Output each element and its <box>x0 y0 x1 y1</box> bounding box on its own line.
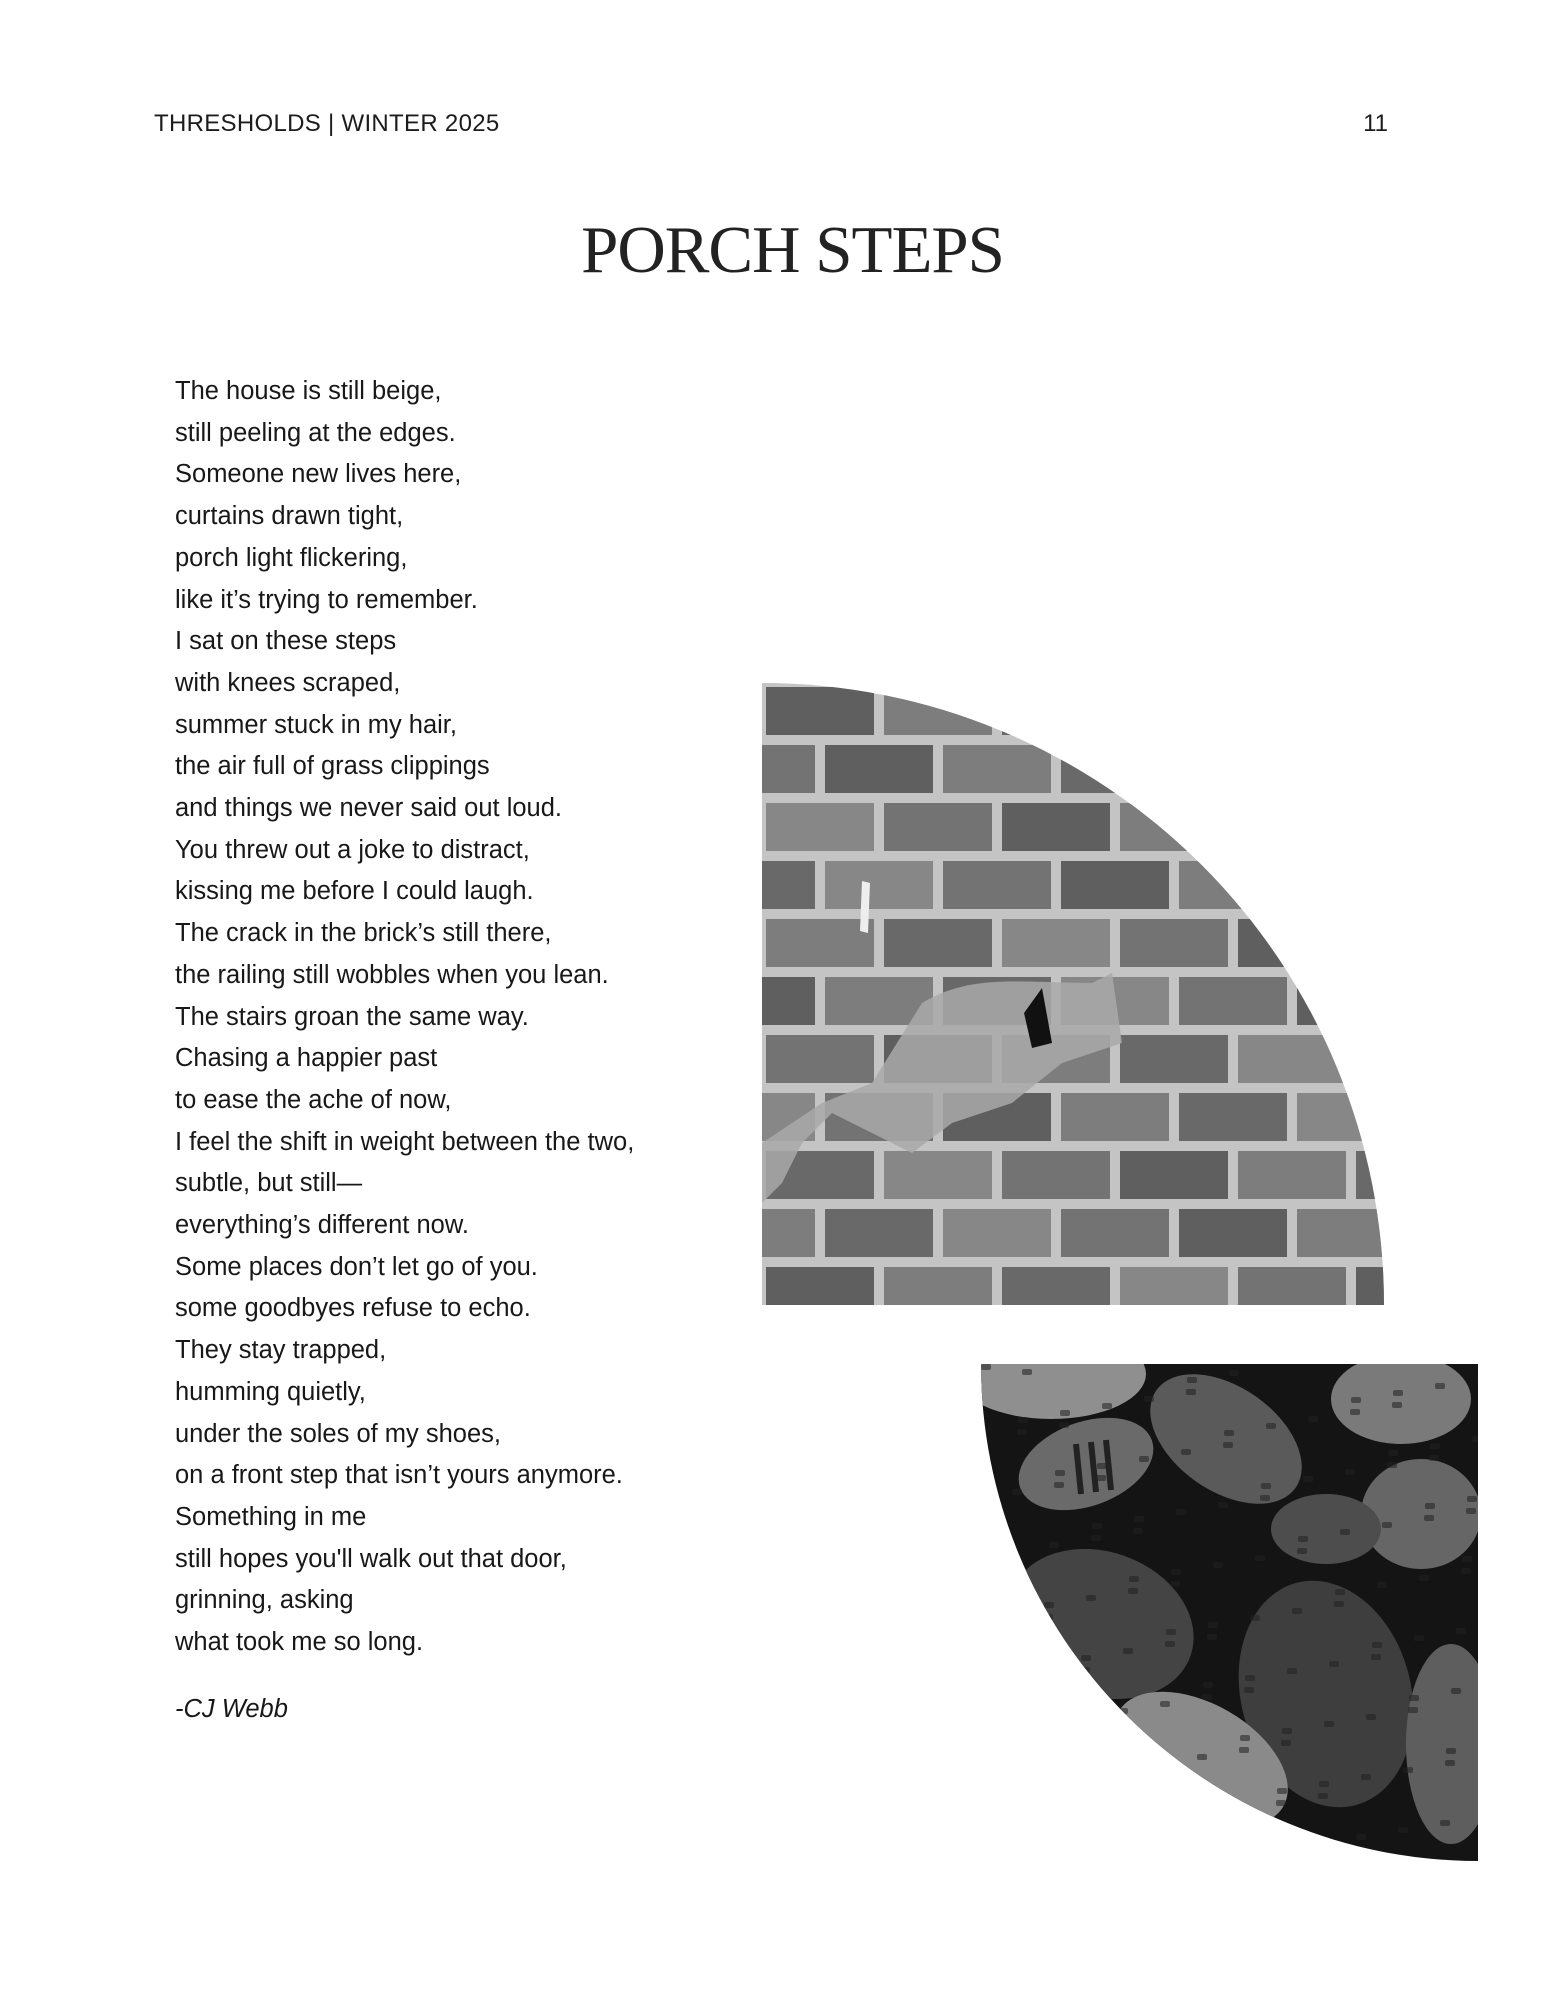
poem-line: under the soles of my shoes, <box>175 1419 502 1448</box>
poem-line: Some places don’t let go of you. <box>175 1252 538 1281</box>
poem-line: the railing still wobbles when you lean. <box>175 960 609 989</box>
poem-line: and things we never said out loud. <box>175 794 563 823</box>
poem-line: on a front step that isn’t yours anymore. <box>175 1461 623 1490</box>
poem-line: You threw out a joke to distract, <box>175 835 530 864</box>
poem-line: I sat on these steps <box>175 627 397 656</box>
poem-line: the air full of grass clippings <box>175 752 490 781</box>
poem-line: summer stuck in my hair, <box>175 710 457 739</box>
poem-body <box>175 371 634 1664</box>
poem-line: humming quietly, <box>175 1377 366 1406</box>
poem-line: I feel the shift in weight between the two, <box>175 1127 635 1156</box>
poem-line: The stairs groan the same way. <box>175 1002 529 1031</box>
brick-wall-photo <box>762 683 1384 1305</box>
shoe-soles-photo <box>981 1364 1478 1861</box>
running-head: THRESHOLDS | WINTER 2025 <box>154 110 500 137</box>
poem-line: The house is still beige, <box>175 377 442 405</box>
poem-line: porch light flickering, <box>175 543 408 572</box>
poem-line: curtains drawn tight, <box>175 502 404 531</box>
poem-line: still hopes you'll walk out that door, <box>175 1544 567 1573</box>
poem-line: The crack in the brick’s still there, <box>175 919 552 948</box>
poem-line: Something in me <box>175 1502 367 1531</box>
poem-line: Someone new lives here, <box>175 460 462 489</box>
poem-line: subtle, but still— <box>175 1169 363 1198</box>
poem-line: like it’s trying to remember. <box>175 585 478 614</box>
poem-byline: -CJ Webb <box>175 1695 288 1723</box>
poem-line: kissing me before I could laugh. <box>175 877 534 906</box>
page-number: 11 <box>1363 110 1388 137</box>
poem-line: everything’s different now. <box>175 1211 469 1240</box>
poem-line: what took me so long. <box>175 1628 424 1657</box>
poem-line: with knees scraped, <box>175 668 401 697</box>
poem-line: to ease the ache of now, <box>175 1085 452 1114</box>
poem-line: Chasing a happier past <box>175 1044 438 1073</box>
poem-line: They stay trapped, <box>175 1336 387 1365</box>
poem-line: still peeling at the edges. <box>175 418 456 447</box>
poem-title: PORCH STEPS <box>581 213 1004 287</box>
poem-line: some goodbyes refuse to echo. <box>175 1294 531 1323</box>
poem-line: grinning, asking <box>175 1586 354 1615</box>
